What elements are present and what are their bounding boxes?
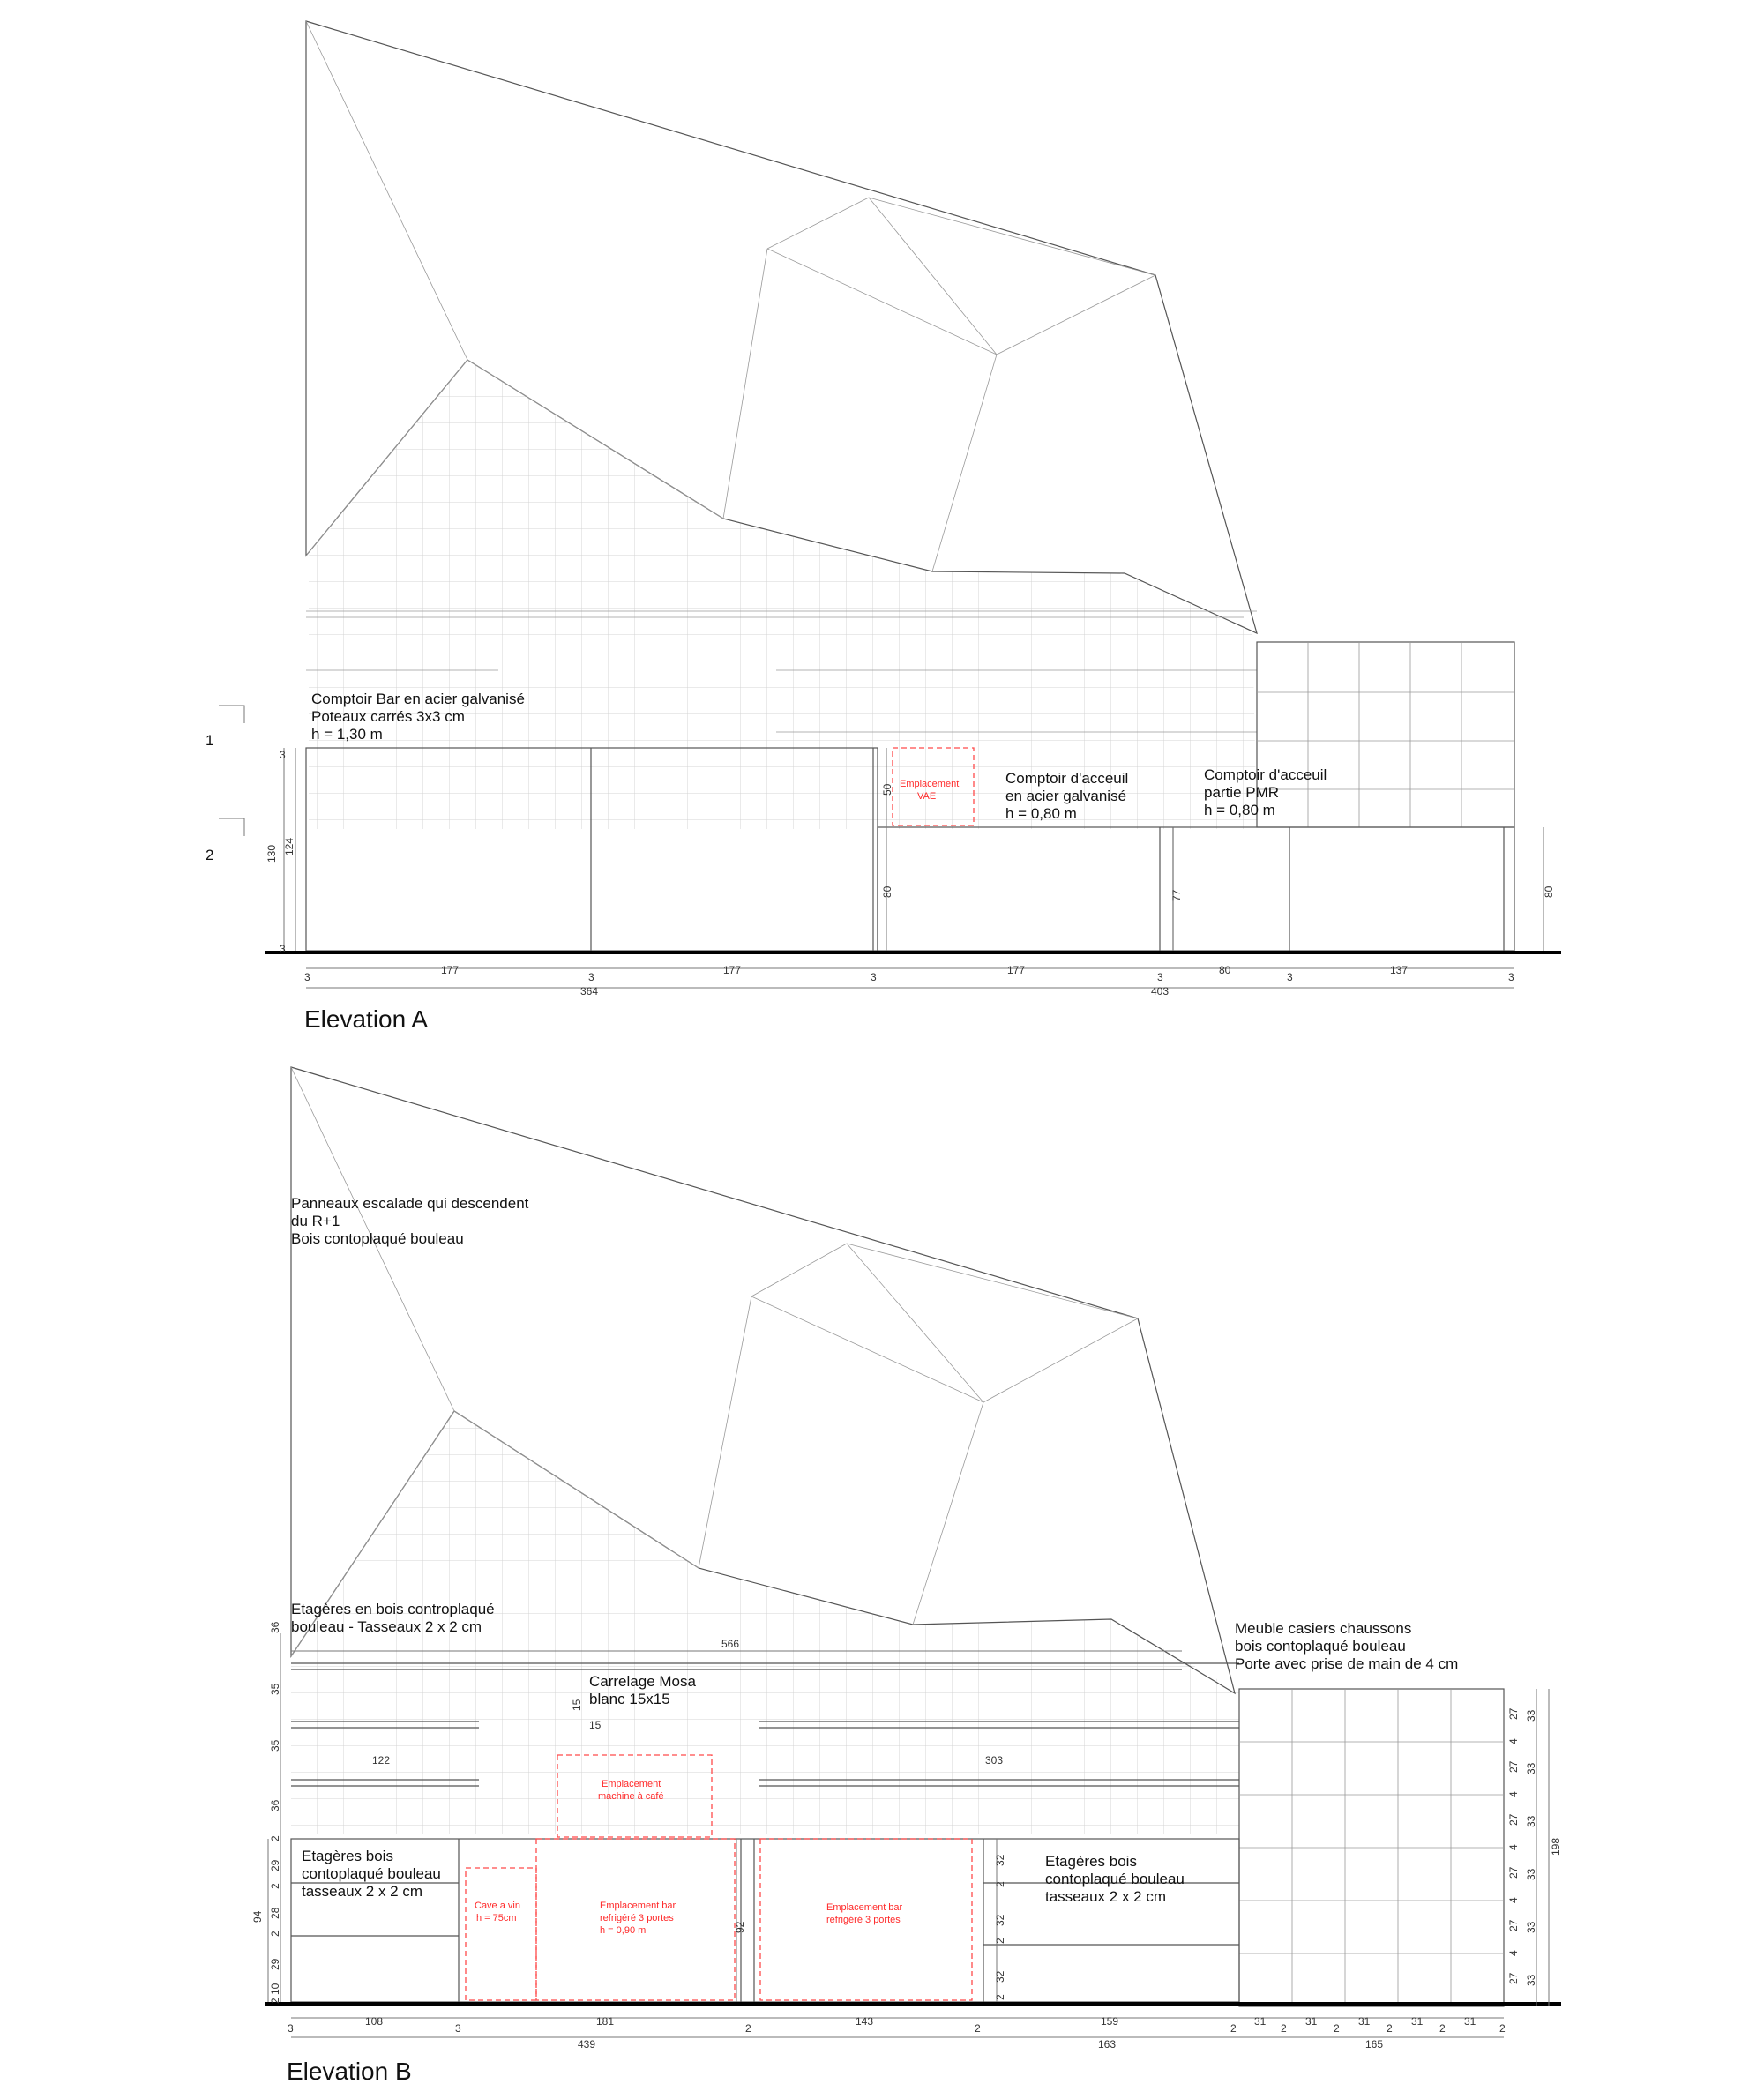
panels-label-1: Panneaux escalade qui descendent [291, 1195, 529, 1212]
dim-bb15: 31 [1411, 2015, 1424, 2028]
shelves-top-label-1: Etagères en bois controplaqué [291, 1601, 495, 1617]
dim-top-b3: 15 [571, 1699, 583, 1711]
dim-l-b8: 2 [269, 1931, 281, 1937]
tile-area-a [309, 360, 1257, 829]
elevation-b-title: Elevation B [287, 2058, 412, 2084]
dim-m-b3: 32 [994, 1914, 1006, 1926]
locker-label-1: Meuble casiers chaussons [1235, 1620, 1412, 1637]
dim-l-b11: 2 [269, 1998, 281, 2004]
lk-b1: 4 [1507, 1738, 1520, 1744]
pmr-label-1: Comptoir d'acceuil [1204, 766, 1327, 783]
dim-b-a7: 80 [1219, 964, 1231, 976]
dim-v-a6: 77 [1170, 889, 1183, 901]
dim-l-b10: 10 [269, 1983, 281, 1995]
dim-bb2: 3 [455, 2022, 461, 2035]
dim-m-b2: 2 [994, 1881, 1006, 1887]
dim-v-a4: 50 [881, 783, 893, 796]
dim-l-b1: 35 [269, 1683, 281, 1695]
locker-block-b [1239, 1689, 1504, 2006]
dim-b-a5: 177 [1007, 964, 1026, 976]
shelves-left-label-1: Etagères bois [302, 1848, 393, 1864]
dim-b-a8: 3 [1287, 971, 1293, 983]
tiles-label-2: blanc 15x15 [589, 1691, 670, 1707]
dim-v-a7: 80 [1543, 885, 1555, 898]
tiles-label-1: Carrelage Mosa [589, 1673, 696, 1690]
bar1-label-1: Emplacement bar [600, 1901, 676, 1911]
dim-bb17: 31 [1464, 2015, 1476, 2028]
bar2-label-2: refrigéré 3 portes [826, 1915, 901, 1925]
dim-m-b1: 32 [994, 1854, 1006, 1866]
dim-bb0: 3 [288, 2022, 294, 2035]
total-a1: 403 [1151, 985, 1170, 997]
dim-m-b5: 32 [994, 1970, 1006, 1983]
lko-b4: 33 [1525, 1921, 1537, 1933]
section-mark-1: 1 [206, 732, 214, 749]
bar-label-2: Poteaux carrés 3x3 cm [311, 708, 465, 725]
dim-b-a10: 3 [1508, 971, 1514, 983]
pmr-label-3: h = 0,80 m [1204, 802, 1275, 818]
dim-b-a1: 177 [441, 964, 460, 976]
coffee-label-1: Emplacement [602, 1779, 662, 1789]
dim-bb16: 2 [1439, 2022, 1446, 2035]
shelves-right-label-1: Etagères bois [1045, 1853, 1137, 1870]
dim-bb4: 2 [745, 2022, 751, 2035]
shelves-left-label-3: tasseaux 2 x 2 cm [302, 1883, 423, 1900]
dim-l-b9: 29 [269, 1958, 281, 1970]
reception-counter [878, 827, 1514, 951]
dim-top-b4: 15 [589, 1719, 602, 1731]
lk-b8: 27 [1507, 1919, 1520, 1931]
dim-b-a9: 137 [1390, 964, 1409, 976]
dim-v-a2: 124 [283, 837, 295, 855]
dim-bb8: 2 [1230, 2022, 1237, 2035]
dim-l-b0: 36 [269, 1621, 281, 1633]
lk-b9: 4 [1507, 1950, 1520, 1956]
locker-label-3: Porte avec prise de main de 4 cm [1235, 1655, 1459, 1672]
dim-b-a4: 3 [871, 971, 877, 983]
dim-l-b5: 29 [269, 1859, 281, 1871]
dim-bb1: 108 [365, 2015, 384, 2028]
dim-bb6: 2 [975, 2022, 981, 2035]
dim-v-a5: 80 [881, 885, 893, 898]
coffee-label-2: machine à café [598, 1791, 664, 1802]
dim-b-a6: 3 [1157, 971, 1163, 983]
dim-l-b6: 2 [269, 1883, 281, 1889]
lko-b2: 33 [1525, 1815, 1537, 1827]
bar-label-3: h = 1,30 m [311, 726, 383, 743]
locker-label-2: bois contoplaqué bouleau [1235, 1638, 1406, 1655]
section-mark-2: 2 [206, 847, 214, 863]
dim-b-a3: 177 [723, 964, 742, 976]
dim-b-a2: 3 [588, 971, 594, 983]
bar2-label-1: Emplacement bar [826, 1902, 903, 1913]
lk-b3: 4 [1507, 1791, 1520, 1797]
dim-l-b12: 94 [251, 1910, 264, 1923]
lko-b5: 33 [1525, 1974, 1537, 1986]
dim-bb10: 2 [1281, 2022, 1287, 2035]
lko-b0: 33 [1525, 1709, 1537, 1722]
dim-v-a3: 3 [280, 943, 286, 955]
vae-label-2: VAE [917, 791, 937, 802]
total-b0: 439 [578, 2038, 596, 2050]
lk-b7: 4 [1507, 1897, 1520, 1903]
dim-bb11: 31 [1305, 2015, 1318, 2028]
pmr-label-2: partie PMR [1204, 784, 1280, 801]
lk-b10: 27 [1507, 1972, 1520, 1984]
shelves-left-label-2: contoplaqué bouleau [302, 1865, 441, 1882]
dim-bb12: 2 [1334, 2022, 1340, 2035]
lk-b0: 27 [1507, 1707, 1520, 1720]
dim-v-a0: 3 [280, 749, 286, 761]
dim-bb3: 181 [596, 2015, 615, 2028]
lk-b2: 27 [1507, 1760, 1520, 1773]
lk-b4: 27 [1507, 1813, 1520, 1826]
vae-label-1: Emplacement [900, 779, 960, 789]
dim-l-b4: 2 [269, 1835, 281, 1841]
wine-zone [466, 1868, 536, 2000]
accueil-label-2: en acier galvanisé [1005, 788, 1127, 804]
dim-bb7: 159 [1101, 2015, 1119, 2028]
dim-m-b6: 2 [994, 1994, 1006, 2000]
lko-b1: 33 [1525, 1762, 1537, 1774]
dim-bb9: 31 [1254, 2015, 1267, 2028]
dim-v-a1: 130 [265, 844, 278, 863]
accueil-label-3: h = 0,80 m [1005, 805, 1077, 822]
dim-bb5: 143 [856, 2015, 874, 2028]
shelves-right-label-2: contoplaqué bouleau [1045, 1871, 1185, 1887]
dim-l-b3: 36 [269, 1799, 281, 1811]
bar1-label-3: h = 0,90 m [600, 1925, 647, 1936]
shelves-top-label-2: bouleau - Tasseaux 2 x 2 cm [291, 1618, 482, 1635]
dim-l-b2: 35 [269, 1739, 281, 1752]
total-a0: 364 [580, 985, 599, 997]
lko-b3: 33 [1525, 1868, 1537, 1880]
dim-l-b7: 28 [269, 1907, 281, 1919]
total-b2: 165 [1365, 2038, 1384, 2050]
bar-label-1: Comptoir Bar en acier galvanisé [311, 691, 525, 707]
elevation-b-wall [291, 1067, 1239, 1834]
dim-bb14: 2 [1387, 2022, 1393, 2035]
shelves-right-label-3: tasseaux 2 x 2 cm [1045, 1888, 1167, 1905]
elevation-a-title: Elevation A [304, 1005, 429, 1033]
lk-b6: 27 [1507, 1866, 1520, 1879]
panels-label-3: Bois contoplaqué bouleau [291, 1230, 464, 1247]
wine-label-1: Cave a vin [475, 1901, 520, 1911]
bar1-label-2: refrigéré 3 portes [600, 1913, 674, 1923]
dim-m-b0: 92 [734, 1921, 746, 1933]
total-b1: 163 [1098, 2038, 1117, 2050]
dim-top-b0: 566 [721, 1638, 740, 1650]
dim-bb18: 2 [1499, 2022, 1506, 2035]
accueil-label-1: Comptoir d'acceuil [1005, 770, 1129, 787]
locker-block-a [1257, 642, 1514, 827]
locker-total: 198 [1550, 1837, 1562, 1856]
dim-bb13: 31 [1358, 2015, 1371, 2028]
dim-top-b1: 122 [372, 1754, 391, 1767]
dim-b-a0: 3 [304, 971, 310, 983]
lk-b5: 4 [1507, 1844, 1520, 1850]
dim-top-b2: 303 [985, 1754, 1004, 1767]
dim-m-b4: 2 [994, 1938, 1006, 1944]
wine-label-2: h = 75cm [476, 1913, 517, 1923]
panels-label-2: du R+1 [291, 1213, 340, 1229]
